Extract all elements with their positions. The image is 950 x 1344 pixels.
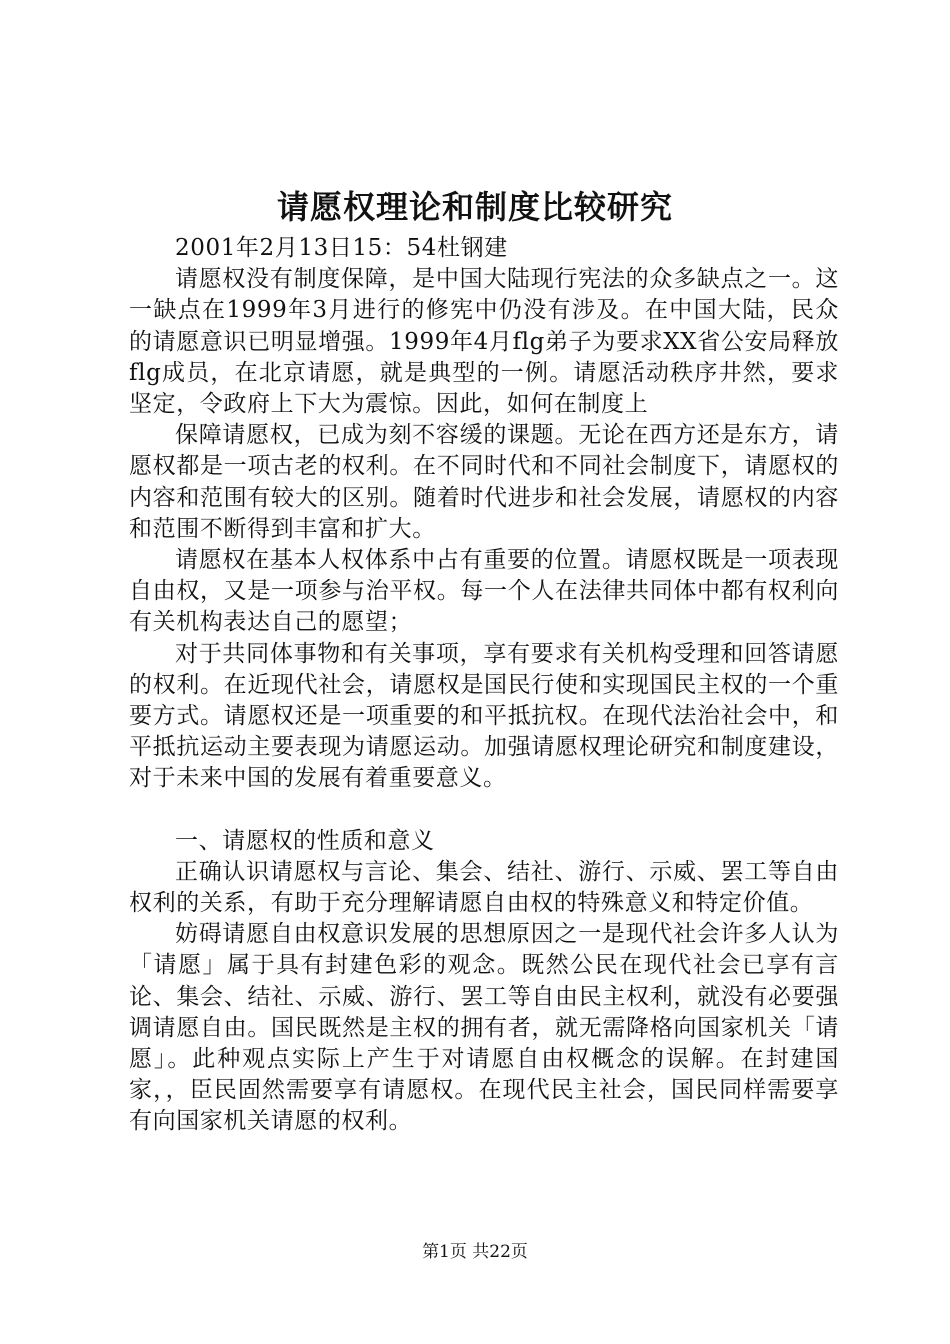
- body-paragraph: 正确认识请愿权与言论、集会、结社、游行、示威、罢工等自由权利的关系，有助于充分理解请愿自由权的特殊意义和特定价值。: [129, 858, 839, 917]
- document-title: 请愿权理论和制度比较研究: [276, 188, 673, 226]
- body-paragraph: 妨碍请愿自由权意识发展的思想原因之一是现代社会许多人认为「请愿」属于具有封建色彩的观念。既然公民在现代社会已享有言论、集会、结社、示威、游行、罢工等自由民主权利，就没有必要强调请愿自由。国民既然是主权的拥有者，就无需降格向国家机关「请愿」。此种观点实际上产生于对请愿自由权概念的误解。在封建国家，，臣民固然需要享有请愿权。在现代民主社会，国民同样需要享有向国家机关请愿的权利。: [129, 921, 839, 1135]
- page-number-footer: 第1页 共22页: [422, 1242, 528, 1262]
- section-heading: 一、请愿权的性质和意义: [175, 827, 435, 854]
- body-paragraph: 对于共同体事物和有关事项，享有要求有关机构受理和回答请愿的权利。在近现代社会，请愿权是国民行使和实现国民主权的一个重要方式。请愿权还是一项重要的和平抵抗权。在现代法治社会中，和平抵抗运动主要表现为请愿运动。加强请愿权理论研究和制度建设，对于未来中国的发展有着重要意义。: [129, 640, 839, 792]
- document-body: [129, 233, 839, 1138]
- byline-paragraph: 2001年2月13日15：54杜钢建: [175, 235, 508, 261]
- body-paragraph: 请愿权在基本人权体系中占有重要的位置。请愿权既是一项表现自由权，又是一项参与治平权。每一个人在法律共同体中都有权利向有关机构表达自己的愿望；: [129, 547, 839, 636]
- body-paragraph: 请愿权没有制度保障，是中国大陆现行宪法的众多缺点之一。这一缺点在1999年3月进行的修宪中仍没有涉及。在中国大陆，民众的请愿意识已明显增强。1999年4月flg弟子为要求XX省公安局释放flg成员，在北京请愿，就是典型的一例。请愿活动秩序井然，要求坚定，令政府上下大为震惊。因此，如何在制度上: [129, 266, 839, 418]
- body-paragraph: 保障请愿权，已成为刻不容缓的课题。无论在西方还是东方，请愿权都是一项古老的权利。在不同时代和不同社会制度下，请愿权的内容和范围有较大的区别。随着时代进步和社会发展，请愿权的内容和范围不断得到丰富和扩大。: [129, 422, 839, 542]
